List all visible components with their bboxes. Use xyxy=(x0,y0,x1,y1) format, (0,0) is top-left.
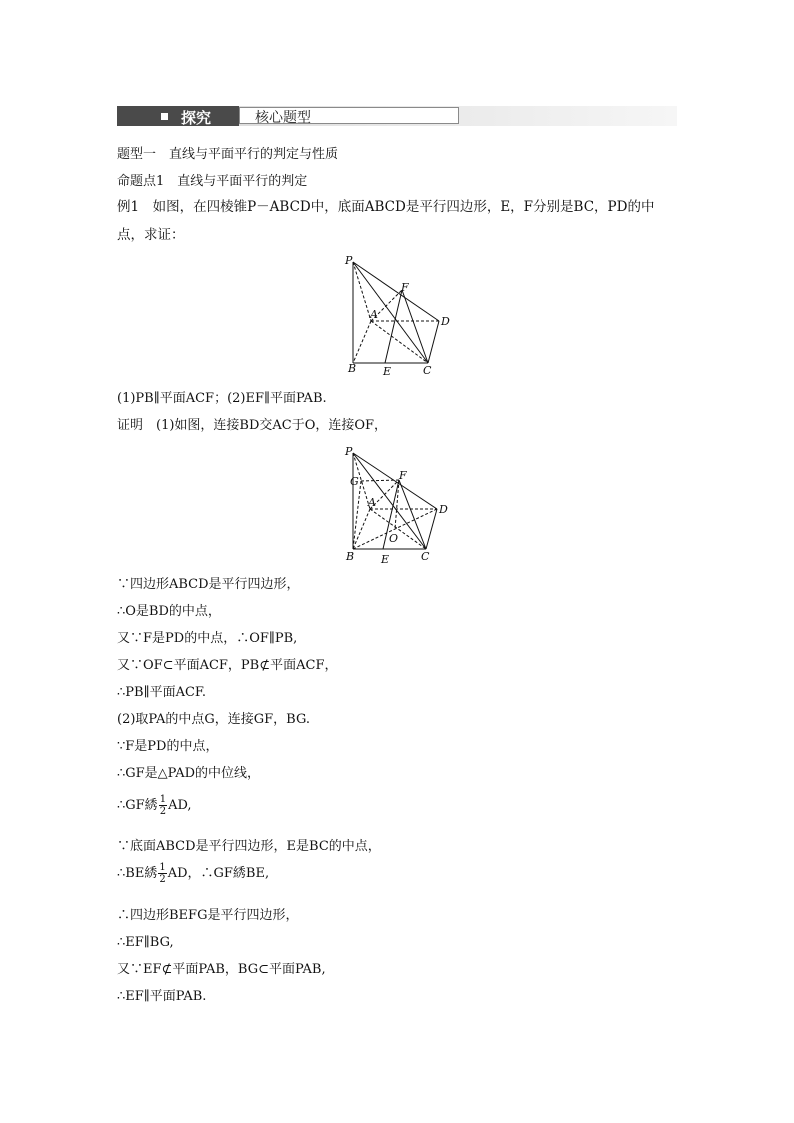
proof-line-8: ∴GF是△PAD的中位线， xyxy=(117,766,261,781)
fig2-label-g: G xyxy=(350,475,359,488)
fig2-label-e: E xyxy=(381,553,390,566)
fig1-label-p: P xyxy=(345,254,353,267)
proof-line-1: ∵四边形ABCD是平行四边形， xyxy=(117,577,300,592)
proof-line-10: ∵底面ABCD是平行四边形，E是BC的中点， xyxy=(117,839,381,854)
example-statement: 例1 如图，在四棱锥P－ABCD中，底面ABCD是平行四边形，E，F分别是BC，PD的中点，求证： xyxy=(117,199,655,243)
fig1-label-b: B xyxy=(348,362,357,375)
banner-dark-block xyxy=(117,106,239,126)
fraction-denominator: 2 xyxy=(159,806,167,817)
proof-line-4: 又∵OF⊂平面ACF，PB⊄平面ACF， xyxy=(117,658,338,673)
heading-subtopic: 命题点1 直线与平面平行的判定 xyxy=(117,174,308,189)
fraction-half xyxy=(159,794,167,817)
proof-line-13: ∴EF∥BG, xyxy=(117,935,174,950)
proof-line-11 xyxy=(117,860,269,888)
fig2-label-d: D xyxy=(439,503,448,516)
banner-right-label: 核心题型 xyxy=(255,110,311,126)
fig1-label-a: A xyxy=(370,308,378,321)
section-banner xyxy=(117,104,677,126)
proof-line-2: ∴O是BD的中点， xyxy=(117,604,221,619)
fig1-label-f: F xyxy=(401,281,409,294)
heading-topic: 题型一 直线与平面平行的判定与性质 xyxy=(117,147,339,162)
figure-pyramid-1 xyxy=(340,250,460,380)
proof-line-7: ∵F是PD的中点， xyxy=(117,739,219,754)
banner-left-label: 探究 xyxy=(181,109,212,127)
proof-line-6: (2)取PA的中点G，连接GF，BG. xyxy=(117,712,310,727)
fraction-half-2 xyxy=(158,862,166,885)
fig2-label-f: F xyxy=(399,469,407,482)
fig2-label-p: P xyxy=(345,445,353,458)
proof-line-12: ∴四边形BEFG是平行四边形， xyxy=(117,908,299,923)
proof-line-5: ∴PB∥平面ACF. xyxy=(117,685,207,700)
proof-intro: 证明 (1)如图，连接BD交AC于O，连接OF， xyxy=(117,418,388,433)
proof-line-15: ∴EF∥平面PAB. xyxy=(117,989,207,1004)
proof-line-11-pre: ∴BE綉 xyxy=(117,866,158,881)
fraction-numerator-2: 1 xyxy=(159,862,166,873)
claim-text: (1)PB∥平面ACF；(2)EF∥平面PAB. xyxy=(117,391,327,406)
fig1-label-e: E xyxy=(383,365,392,378)
proof-line-9 xyxy=(117,792,192,820)
fig2-label-c: C xyxy=(421,550,430,563)
fig2-label-o: O xyxy=(389,532,399,545)
fraction-denominator-2: 2 xyxy=(159,874,166,885)
proof-line-11-post: AD，∴GF綉BE, xyxy=(167,866,270,881)
proof-line-9-post: AD, xyxy=(168,798,192,813)
proof-line-9-pre: ∴GF綉 xyxy=(117,798,158,813)
fig2-label-a: A xyxy=(368,496,376,509)
banner-square-icon xyxy=(161,113,168,120)
proof-line-3: 又∵F是PD的中点，∴OF∥PB, xyxy=(117,631,298,646)
fig2-label-b: B xyxy=(346,550,355,563)
fig1-label-c: C xyxy=(423,364,432,377)
fraction-numerator: 1 xyxy=(159,794,167,805)
figure-pyramid-2 xyxy=(340,443,460,570)
fig1-label-d: D xyxy=(441,315,450,328)
proof-line-14: 又∵EF⊄平面PAB，BG⊂平面PAB, xyxy=(117,962,326,977)
